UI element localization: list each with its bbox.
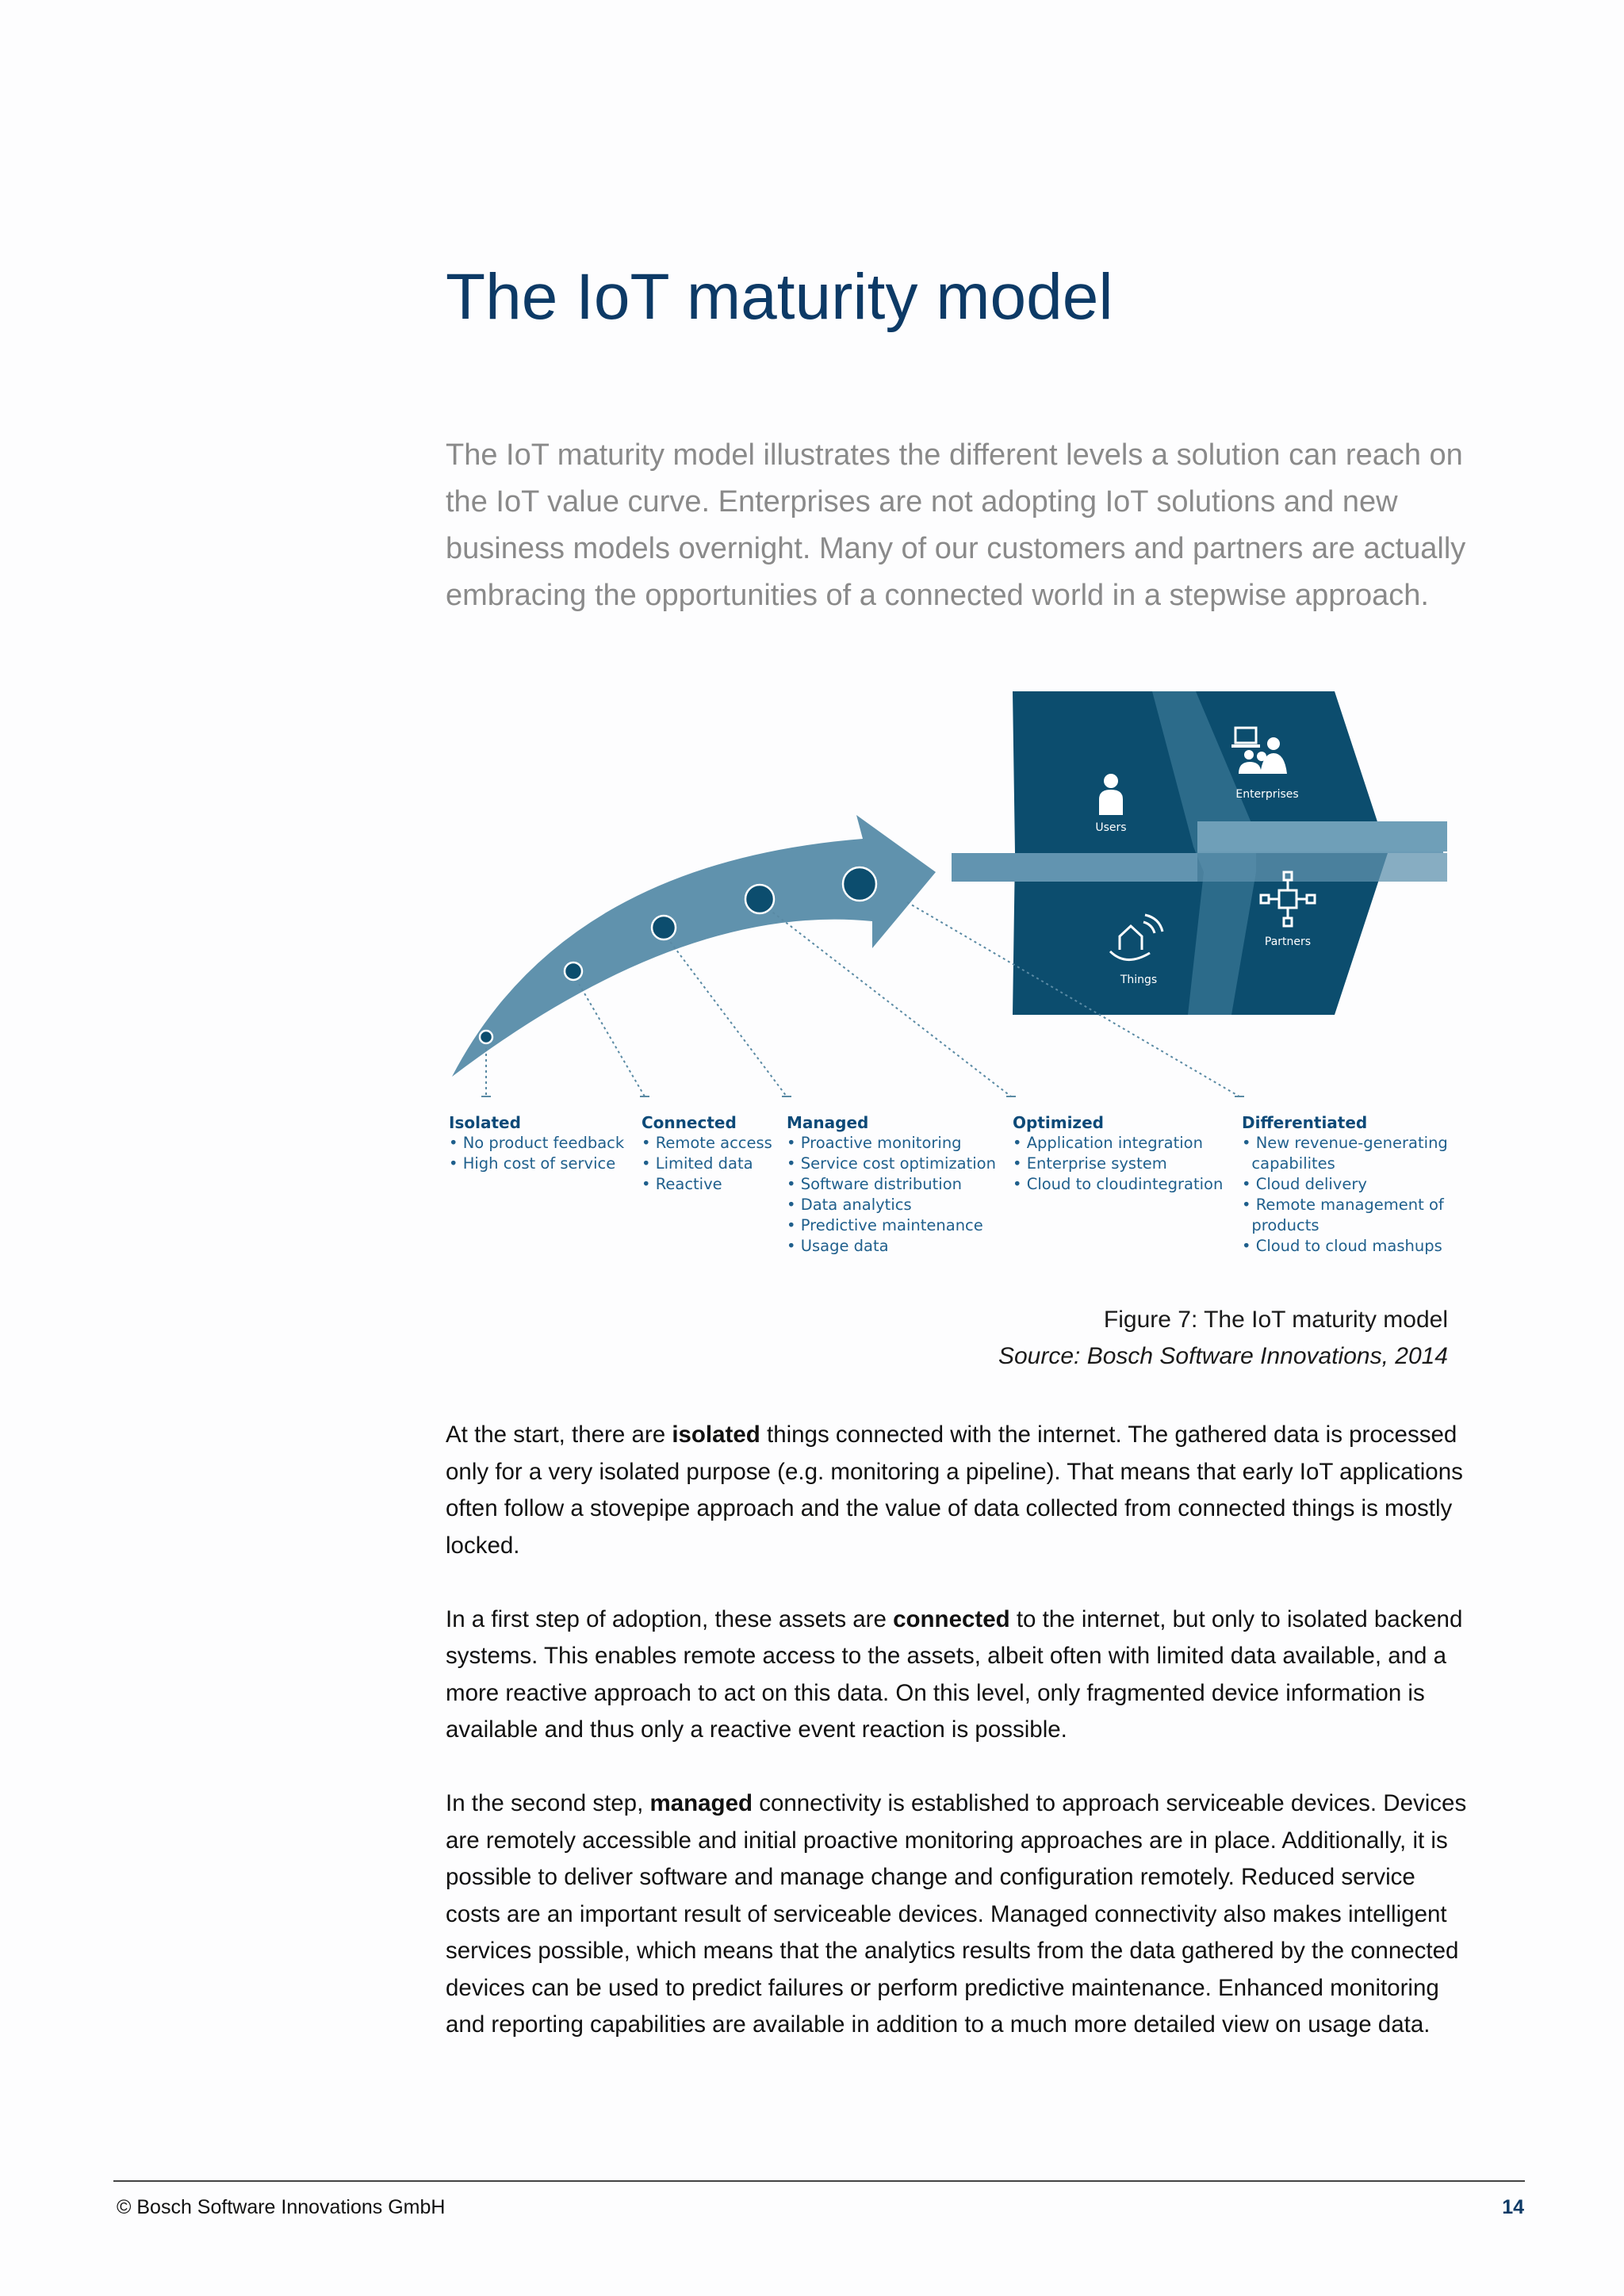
- term-managed: managed: [649, 1790, 753, 1816]
- stage-optimized: [1013, 1113, 1223, 1193]
- stage-item: • Limited data: [642, 1154, 753, 1173]
- paragraph-isolated: At the start, there are isolated things connected with the internet. The gathered data is processed only for a very isolated purpose (e.g. monitoring a pipeline). That means that early IoT applications often follow a stovepipe approach and the value of data collected from connected things is mostly locked.: [446, 1422, 1463, 1559]
- stage-item: • Usage data: [787, 1237, 889, 1255]
- stage-connected: [642, 1113, 772, 1193]
- stage-item: • Application integration: [1013, 1134, 1203, 1152]
- stage-item: • No product feedback: [449, 1134, 625, 1152]
- iot-maturity-figure: [444, 688, 1459, 1275]
- stage-dot-connected: [565, 962, 582, 980]
- stage-item: • Data analytics: [787, 1196, 912, 1214]
- stage-item: • Reactive: [642, 1175, 722, 1193]
- hexagon-label-users: Users: [1095, 821, 1127, 834]
- hexagon-label-enterprises: Enterprises: [1235, 788, 1299, 801]
- intro-paragraph: The IoT maturity model illustrates the different levels a solution can reach on the IoT value curve. Enterprises are not adopting IoT solutions and new business models overnight. Many of our customers and partners are actually embracing the opportunities of a connected world in a stepwise approach.: [446, 438, 1466, 612]
- stage-dot-optimized: [745, 885, 774, 913]
- stage-item: • Enterprise system: [1013, 1154, 1167, 1173]
- stage-item: • New revenue-generating: [1242, 1134, 1448, 1152]
- stage-dot-managed: [652, 916, 676, 939]
- term-connected: connected: [893, 1605, 1010, 1632]
- stage-differentiated: [1242, 1113, 1448, 1255]
- stage-item: • Remote access: [642, 1134, 772, 1152]
- figure-caption-source: Source: Bosch Software Innovations, 2014: [998, 1343, 1448, 1369]
- stage-item: • Cloud to cloudintegration: [1013, 1175, 1224, 1193]
- stage-item: • Remote management of: [1242, 1196, 1444, 1214]
- stage-title: Managed: [787, 1113, 869, 1132]
- hexagon-diagram: [952, 691, 1447, 1015]
- stage-item: • Cloud delivery: [1242, 1175, 1367, 1193]
- figure-caption-title: Figure 7: The IoT maturity model: [1103, 1307, 1448, 1333]
- stage-managed: [787, 1113, 996, 1255]
- stage-title: Connected: [642, 1113, 737, 1132]
- body-text: [446, 1417, 1469, 2080]
- footer-copyright: © Bosch Software Innovations GmbH: [117, 2196, 446, 2218]
- stage-item: capabilites: [1242, 1154, 1335, 1173]
- term-isolated: isolated: [672, 1422, 760, 1448]
- stage-title: Differentiated: [1242, 1113, 1368, 1132]
- stage-item: • High cost of service: [449, 1154, 616, 1173]
- page-number: 14: [1502, 2196, 1524, 2218]
- stage-isolated: [449, 1113, 625, 1173]
- paragraph-connected: In a first step of adoption, these assets are connected to the internet, but only to isolated backend systems. This enables remote access to the assets, albeit often with limited data available, and a more reactive approach to act on this data. On this level, only fragmented device information is available and thus only a reactive event reaction is possible.: [446, 1605, 1463, 1743]
- hexagon-label-partners: Partners: [1264, 936, 1312, 948]
- stage-item: • Software distribution: [787, 1175, 962, 1193]
- paragraph-managed: In the second step, managed connectivity is established to approach serviceable devices. Devices are remotely accessible and initial proactive monitoring approaches are in place. Additionally, it is possible to deliver software and manage change and configuration remotely. Reduced service costs are an important result of serviceable devices. Managed connectivity also makes intelligent services possible, which means that the analytics results from the data gathered by the connected devices can be used to predict failures or perform predictive maintenance. Enhanced monitoring and reporting capabilities are available in addition to a much more detailed view on usage data.: [446, 1790, 1467, 2038]
- stage-item: • Cloud to cloud mashups: [1242, 1237, 1442, 1255]
- page-title: The IoT maturity model: [446, 261, 1113, 333]
- maturity-arrow: [452, 815, 936, 1077]
- stage-dot-isolated: [480, 1031, 492, 1043]
- hexagon-label-things: Things: [1120, 974, 1158, 986]
- stage-item: • Proactive monitoring: [787, 1134, 962, 1152]
- stage-item: • Service cost optimization: [787, 1154, 996, 1173]
- stage-item: products: [1242, 1216, 1320, 1234]
- figure-caption: [998, 1302, 1448, 1375]
- stage-title: Optimized: [1013, 1113, 1104, 1132]
- stage-item: • Predictive maintenance: [787, 1216, 983, 1234]
- stage-dot-differentiated: [843, 867, 876, 901]
- stage-title: Isolated: [449, 1113, 521, 1132]
- footer-divider: [113, 2180, 1525, 2182]
